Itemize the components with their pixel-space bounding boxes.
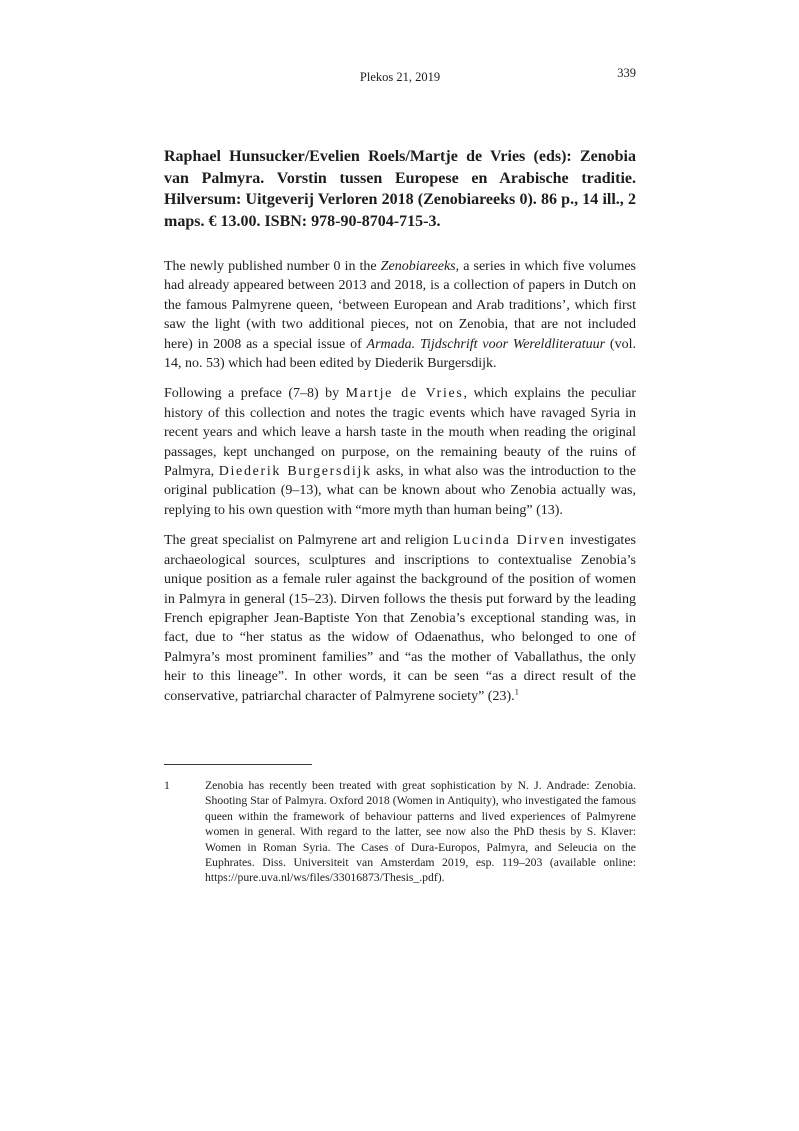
page-number: 339 bbox=[617, 66, 636, 80]
footnote-text: Zenobia has recently been treated with great sophistication by N. J. Andrade: Zenobia. Shooting Star of Palmyra. Oxford 2018 (Women in Antiquity), who investigated the famous queen within the framework of behaviour patterns and lived experiences of Palmyrene women in general. With regard to the latter, see now also the PhD thesis by S. Klaver: Women in Roman Syria. The Cases of Dura-Europos, Palmyra, and Seleucia on the Euphrates. Diss. Universiteit van Amsterdam 2019, esp. 119–203 (available online: https://pure.uva.nl/ws/files/33016873/Thesis_.pdf). bbox=[205, 779, 636, 885]
paragraph-3: The great specialist on Palmyrene art and religion Lucinda Dirven investigates archaeological sources, sculptures and inscriptions to contextualise Zenobia’s unique position as a female ruler against the background of the position of women in Palmyra in general (15–23). Dirven follows the thesis put forward by the leading French epigrapher Jean-Baptiste Yon that Zenobia’s exceptional standing was, in fact, due to “her status as the widow of Odaenathus, who belonged to one of Palmyra’s most prominent families” and “as the mother of Vaballathus, the only heir to this lineage”. In other words, it can be seen “as a direct result of the conservative, patriarchal character of Palmyrene society” (23).$^1$ bbox=[164, 533, 636, 704]
review-body bbox=[164, 257, 636, 706]
footnote-separator bbox=[164, 764, 312, 765]
footnote-section bbox=[164, 764, 636, 886]
paragraph-1: The newly published number 0 in the Zenobiareeks, a series in which five volumes had already appeared between 2013 and 2018, is a collection of papers in Dutch on the famous Palmyrene queen, ‘between European and Arab traditions’, which first saw the light (with two additional pieces, not on Zenobia, that are not included here) in 2008 as a special issue of Armada. Tijdschrift voor Wereldliteratuur (vol. 14, no. 53) which had been edited by Diederik Burgersdijk. bbox=[164, 259, 636, 372]
review-content bbox=[164, 146, 636, 706]
journal-title: Plekos 21, 2019 bbox=[359, 70, 441, 84]
running-header bbox=[164, 66, 636, 85]
paragraph-2: Following a preface (7–8) by Martje de Vries, which explains the peculiar history of this collection and notes the tragic events which have ravaged Syria in recent years and which leave a harsh taste in the mouth when reading the original passages, kept unchanged on purpose, on the remaining beauty of the ruins of Palmyra, Diederik Burgersdijk asks, in what also was the introduction to the original publication (9–13), what can be known about who Zenobia actually was, replying to his own question with “more myth than human being” (13). bbox=[164, 386, 636, 518]
footnote-number: 1 bbox=[164, 779, 170, 792]
review-heading: Raphael Hunsucker/Evelien Roels/Martje de Vries (eds): Zenobia van Palmyra. Vorstin tussen Europese en Arabische traditie. Hilversum: Uitgeverij Verloren 2018 (Zenobiareeks 0). 86 p., 14 ill., 2 maps. € 13.00. ISBN: 978-90-8704-715-3. bbox=[164, 148, 636, 230]
footnote-1 bbox=[164, 778, 636, 886]
